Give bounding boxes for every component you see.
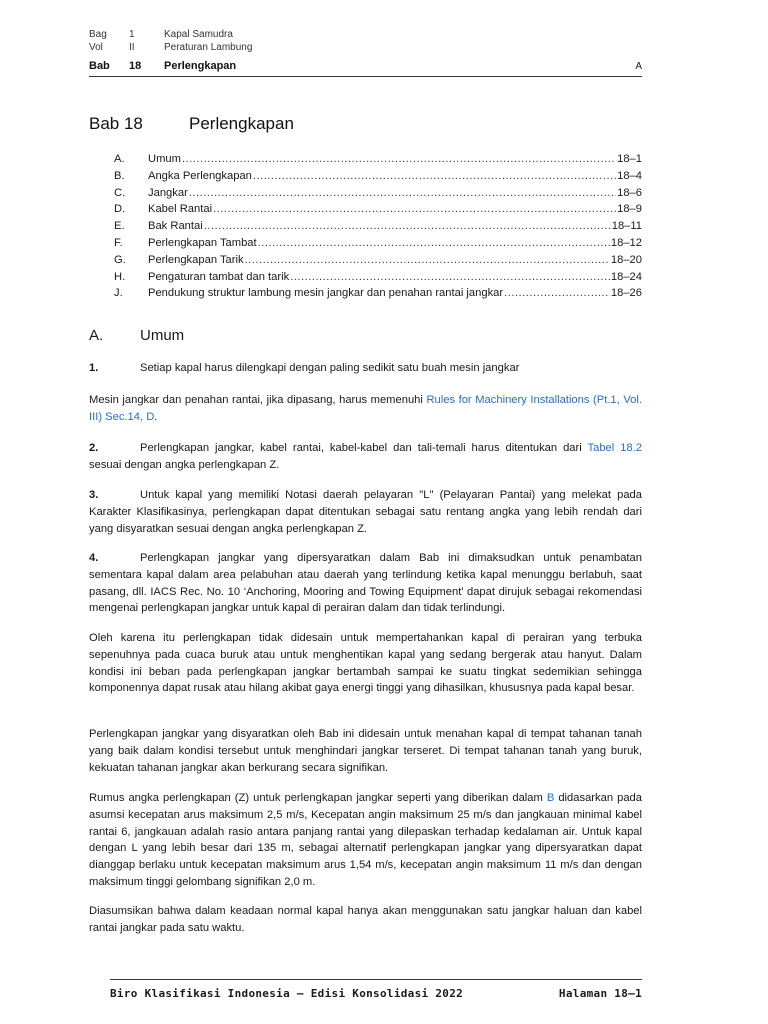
toc-entry[interactable] xyxy=(114,168,642,185)
toc-title: Pengaturan tambat dan tarik xyxy=(148,270,290,283)
toc-page: 18–12 xyxy=(610,236,642,249)
header-chapter-number: 18 xyxy=(129,60,142,72)
toc-letter: B. xyxy=(114,169,125,182)
toc-letter: J. xyxy=(114,287,123,300)
header-rule xyxy=(89,76,642,77)
header-volume-label: Vol xyxy=(89,42,103,53)
section-title: Umum xyxy=(140,327,185,344)
header-volume-number: II xyxy=(129,42,135,53)
toc-leader-dots xyxy=(290,269,610,286)
footer-page-number: Halaman 18–1 xyxy=(558,987,642,1000)
toc-entry[interactable] xyxy=(114,218,642,235)
header-chapter-title: Perlengkapan xyxy=(164,60,237,72)
footer-rule xyxy=(110,979,642,980)
paragraph-4 xyxy=(89,550,642,617)
toc-leader-dots xyxy=(245,252,610,269)
toc-letter: H. xyxy=(114,270,126,283)
header-volume-title: Peraturan Lambung xyxy=(164,42,253,53)
paragraph-text: Diasumsikan bahwa dalam keadaan normal kapal hanya akan menggunakan satu jangkar haluan dan kabel rantai jangkar pada satu waktu. xyxy=(89,905,642,934)
toc-title: Kabel Rantai xyxy=(148,203,213,216)
toc-title: Perlengkapan Tarik xyxy=(148,253,244,266)
toc-title: Umum xyxy=(148,153,181,165)
toc-page: 18–4 xyxy=(617,169,642,182)
chapter-label: Bab 18 xyxy=(89,114,143,133)
toc-entry[interactable] xyxy=(114,235,642,252)
toc-title: Pendukung struktur lambung mesin jangkar dan penahan rantai jangkar xyxy=(148,287,504,300)
table-18-2-link[interactable]: Tabel 18.2 xyxy=(587,442,642,454)
paragraph-2 xyxy=(89,440,642,474)
section-b-link[interactable]: B xyxy=(546,792,555,804)
toc-page: 18–6 xyxy=(617,186,642,199)
paragraph-3 xyxy=(89,487,642,537)
paragraph-text: Setiap kapal harus dilengkapi dengan paling sedikit satu buah mesin jangkar xyxy=(140,362,520,374)
toc-page: 18–11 xyxy=(611,220,642,233)
paragraph-text: Perlengkapan jangkar yang disyaratkan oleh Bab ini didesain untuk menahan kapal di tempat tahanan tanah yang baik dalam kondisi tersebut untuk menghindari jangkar terseret. Di tempat tahanan tanah yang buruk, kekuatan tahanan jangkar akan berkurang secara signifikan. xyxy=(89,728,642,774)
toc-title: Angka Perlengkapan xyxy=(148,169,252,182)
toc-letter: F. xyxy=(114,236,123,249)
page-footer xyxy=(110,987,642,1000)
toc-entry[interactable] xyxy=(114,201,642,218)
paragraph-text: Perlengkapan jangkar yang dipersyaratkan dalam Bab ini dimaksudkan untuk penambatan sementara kapal dalam area pelabuhan atau daerah yang terlindung ketika kapal menunggu berlabuh, saat pasang, dll. IACS Rec. No. 10 ‘Anchoring, Mooring and Towing Equipment’ dapat dirujuk sebagai rekomendasi mengenai perlengkapan jangkar untuk kapal di perairan dalam dan tidak terlindungi. xyxy=(89,552,642,615)
toc-letter: G. xyxy=(114,253,126,266)
toc-leader-dots xyxy=(182,151,616,168)
paragraph-8 xyxy=(89,903,642,937)
paragraph-1 xyxy=(89,360,642,377)
header-part-label: Bag xyxy=(89,29,107,40)
paragraph-text-end: didasarkan pada asumsi kecepatan arus maksimum 2,5 m/s, Kecepatan angin maksimum 25 m/s dan jangkauan minimal kabel rantai 6, jangkauan adalah rasio antara panjang rantai yang dilepaskan terhadap kedalaman air. Untuk kapal dengan L yang lebih besar dari 135 m, sebagai alternatif perlengkapan jangkar yang dipersyaratkan dapat dianggap berlaku untuk kecepatan maksimum arus 1,54 m/s, kecepatan angin maksimum 11 m/s dan dengan maksimum tinggi gelombang signifikan 2,0 m. xyxy=(89,792,642,888)
paragraph-number: 2. xyxy=(89,442,99,454)
toc-entry[interactable] xyxy=(114,285,642,302)
paragraph-text: Mesin jangkar dan penahan rantai, jika dipasang, harus memenuhi xyxy=(89,394,427,406)
paragraph-1b xyxy=(89,392,642,426)
paragraph-text-end: . xyxy=(154,410,158,423)
paragraph-text: Rumus angka perlengkapan (Z) untuk perlengkapan jangkar seperti yang diberikan dalam xyxy=(89,792,547,804)
toc-page: 18–26 xyxy=(610,287,642,300)
toc-title: Jangkar xyxy=(148,186,188,199)
paragraph-text: Oleh karena itu perlengkapan tidak didesain untuk mempertahankan kapal di perairan yang terbuka sepenuhnya pada cuaca buruk atau untuk menghentikan kapal yang sedang bergerak atau hanyut. Dalam kondisi ini beban pada perlengkapan jangkar bertambah sampai ke suatu tingkat sedemikian sehingga komponennya dapat rusak atau hilang akibat gaya energi tinggi yang dihasilkan, khususnya pada kapal besar. xyxy=(89,632,642,695)
toc-page: 18–24 xyxy=(610,270,642,283)
table-of-contents xyxy=(114,151,642,302)
toc-entry[interactable] xyxy=(114,269,642,286)
toc-leader-dots xyxy=(189,185,616,202)
toc-entry[interactable] xyxy=(114,151,642,168)
chapter-title: Perlengkapan xyxy=(189,114,294,133)
toc-leader-dots xyxy=(258,235,610,252)
footer-publisher: Biro Klasifikasi Indonesia – Edisi Konsolidasi 2022 xyxy=(110,987,464,1000)
toc-title: Perlengkapan Tambat xyxy=(148,236,257,249)
paragraph-text-end: sesuai dengan angka perlengkapan Z. xyxy=(89,458,280,471)
toc-letter: E. xyxy=(114,220,125,233)
toc-entry[interactable] xyxy=(114,185,642,202)
toc-leader-dots xyxy=(253,168,616,185)
toc-letter: A. xyxy=(114,153,125,165)
paragraph-6 xyxy=(89,726,642,776)
toc-leader-dots xyxy=(504,285,610,302)
section-letter: A. xyxy=(89,327,104,344)
header-section-letter: A xyxy=(635,61,642,72)
toc-page: 18–1 xyxy=(617,153,642,165)
paragraph-number: 3. xyxy=(89,489,99,501)
paragraph-number: 1. xyxy=(89,362,99,374)
header-part-title: Kapal Samudra xyxy=(164,29,233,40)
toc-leader-dots xyxy=(213,201,616,218)
toc-page: 18–20 xyxy=(610,253,642,266)
toc-leader-dots xyxy=(204,218,611,235)
toc-letter: C. xyxy=(114,186,126,199)
paragraph-number: 4. xyxy=(89,552,99,564)
paragraph-text: Perlengkapan jangkar, kabel rantai, kabel-kabel dan tali-temali harus ditentukan dari xyxy=(140,442,588,454)
paragraph-text: Untuk kapal yang memiliki Notasi daerah pelayaran "L" (Pelayaran Pantai) yang melekat pada Karakter Klasifikasinya, perlengkapan dapat ditentukan sebagai satu rentang angka yang lebih rendah dari yang disyaratkan sesuai dengan angka perlengkapan Z. xyxy=(89,489,642,535)
header-part-number: 1 xyxy=(129,29,135,40)
machinery-rules-link[interactable]: Rules for Machinery Installations (Pt.1, Vol. III) Sec.14, D xyxy=(89,394,642,423)
toc-page: 18–9 xyxy=(617,203,642,216)
toc-letter: D. xyxy=(114,203,126,216)
paragraph-7 xyxy=(89,790,642,891)
toc-title: Bak Rantai xyxy=(148,220,203,233)
paragraph-5 xyxy=(89,630,642,697)
toc-entry[interactable] xyxy=(114,252,642,269)
header-chapter-label: Bab xyxy=(89,60,110,72)
